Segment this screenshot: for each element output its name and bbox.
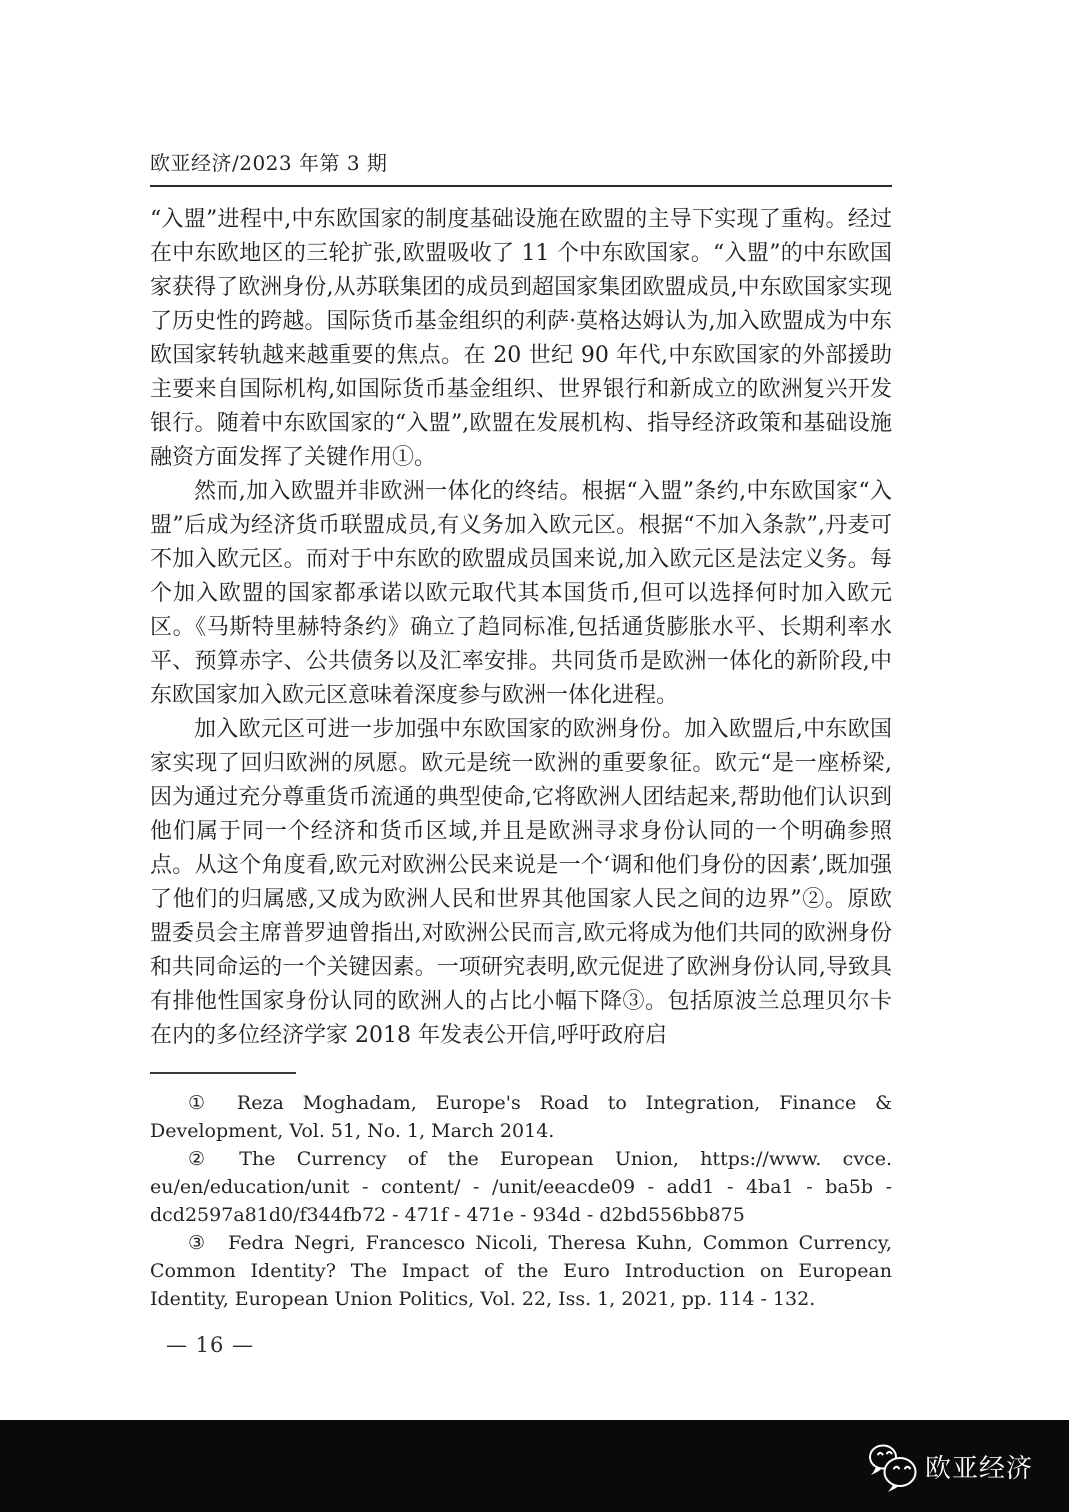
footnote-item: ③ Fedra Negri, Francesco Nicoli, Theresa Kuhn, Common Currency, Common Identity? The Impact of the Euro Introduction on European Identity, European Union Politics, Vol. 22, Iss. 1, 2021, pp. 114 - 132. xyxy=(150,1232,892,1310)
journal-issue-line: 欧亚经济/2023 年第 3 期 xyxy=(150,151,388,175)
footer-bar xyxy=(0,1420,1069,1512)
journal-header xyxy=(150,151,892,187)
footer-brand-text: 欧亚经济 xyxy=(924,1453,1033,1484)
page-number: — 16 — xyxy=(166,1333,255,1357)
footnotes-block xyxy=(150,1089,892,1313)
body-paragraph: “入盟”进程中,中东欧国家的制度基础设施在欧盟的主导下实现了重构。经过在中东欧地区的三轮扩张,欧盟吸收了 11 个中东欧国家。“入盟”的中东欧国家获得了欧洲身份,从苏联集团的成员到超国家集团欧盟成员,中东欧国家实现了历史性的跨越。国际货币基金组织的利萨·莫格达姆认为,加入欧盟成为中东欧国家转轨越来越重要的焦点。在 20 世纪 90 年代,中东欧国家的外部援助主要来自国际机构,如国际货币基金组织、世界银行和新成立的欧洲复兴开发银行。随着中东欧国家的“入盟”,欧盟在发展机构、指导经济政策和基础设施融资方面发挥了关键作用①。 xyxy=(150,207,892,470)
wechat-icon xyxy=(867,1441,917,1493)
body-paragraph: 然而,加入欧盟并非欧洲一体化的终结。根据“入盟”条约,中东欧国家“入盟”后成为经济货币联盟成员,有义务加入欧元区。根据“不加入条款”,丹麦可不加入欧元区。而对于中东欧的欧盟成员国来说,加入欧元区是法定义务。每个加入欧盟的国家都承诺以欧元取代其本国货币,但可以选择何时加入欧元区。《马斯特里赫特条约》确立了趋同标准,包括通货膨胀水平、长期利率水平、预算赤字、公共债务以及汇率安排。共同货币是欧洲一体化的新阶段,中东欧国家加入欧元区意味着深度参与欧洲一体化进程。 xyxy=(150,479,892,708)
page-content xyxy=(150,151,892,1357)
footnote-item: ② The Currency of the European Union, https://www. cvce. eu/en/education/unit - content/ - /unit/eeacde09 - add1 - 4ba1 - ba5b - dcd2597a81d0/f344fb72 - 471f - 471e - 934d - d2bd556bb875 xyxy=(150,1148,892,1226)
footnote-divider xyxy=(150,1072,296,1074)
article-body xyxy=(150,203,892,1053)
footnote-item: ① Reza Moghadam, Europe's Road to Integration, Finance & Development, Vol. 51, No. 1, March 2014. xyxy=(150,1092,892,1142)
body-paragraph: 加入欧元区可进一步加强中东欧国家的欧洲身份。加入欧盟后,中东欧国家实现了回归欧洲的夙愿。欧元是统一欧洲的重要象征。欧元“是一座桥梁,因为通过充分尊重货币流通的典型使命,它将欧洲人团结起来,帮助他们认识到他们属于同一个经济和货币区域,并且是欧洲寻求身份认同的一个明确参照点。从这个角度看,欧元对欧洲公民来说是一个‘调和他们身份的因素’,既加强了他们的归属感,又成为欧洲人民和世界其他国家人民之间的边界”②。原欧盟委员会主席普罗迪曾指出,对欧洲公民而言,欧元将成为他们共同的欧洲身份和共同命运的一个关键因素。一项研究表明,欧元促进了欧洲身份认同,导致具有排他性国家身份认同的欧洲人的占比小幅下降③。包括原波兰总理贝尔卡在内的多位经济学家 2018 年发表公开信,呼吁政府启 xyxy=(150,717,892,1048)
